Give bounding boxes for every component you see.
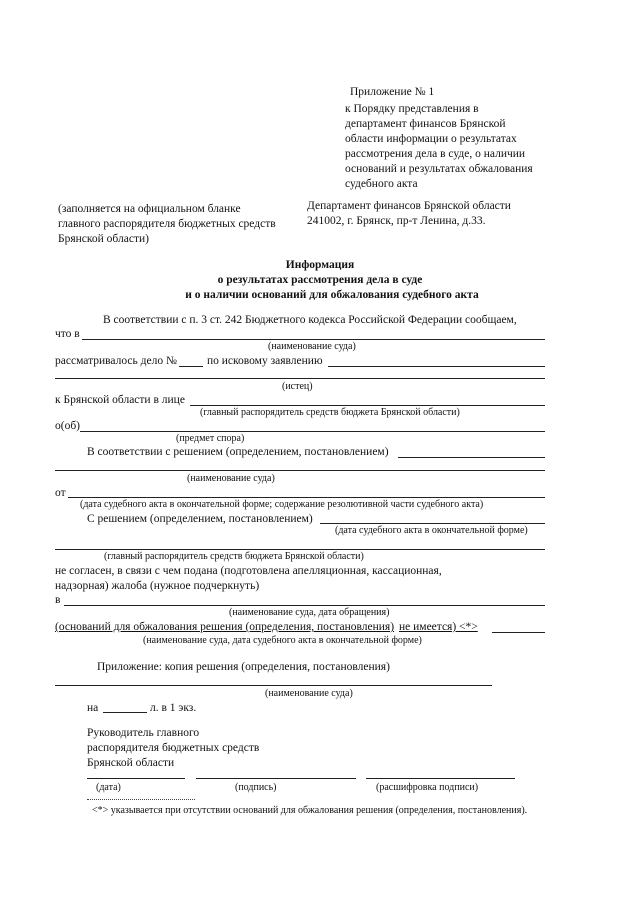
label-claim: по исковому заявлению xyxy=(207,355,323,367)
label-na: на xyxy=(87,702,99,714)
no-grounds-field[interactable] xyxy=(492,632,545,633)
disagree-text: не согласен, в связи с чем подана (подготовлена апелляционная, кассационная, xyxy=(55,565,442,577)
hint-name: (расшифровка подписи) xyxy=(376,782,479,793)
hint-act-date-2: (дата судебного акта в окончательной форме) xyxy=(335,525,528,536)
appendix-line: к Порядку представления в xyxy=(345,103,479,115)
head-line: Руководитель главного xyxy=(87,727,200,739)
note-line: главного распорядителя бюджетных средств xyxy=(58,218,276,230)
label-chto-v: что в xyxy=(55,328,80,340)
hint-signature: (подпись) xyxy=(235,782,277,793)
addressee-address: 241002, г. Брянск, пр-т Ленина, д.33. xyxy=(307,215,486,227)
signature-name-field[interactable] xyxy=(366,778,515,779)
subject-field[interactable] xyxy=(80,431,545,432)
label-v: в xyxy=(55,594,61,606)
title-line: и о наличии оснований для обжалования судебного акта xyxy=(185,289,479,301)
no-grounds-tail: не имеется) <*> xyxy=(399,621,478,633)
hint-court-name-2: (наименование суда) xyxy=(187,473,275,484)
disagree-text: надзорная) жалоба (нужное подчеркнуть) xyxy=(55,580,260,592)
decision-field[interactable] xyxy=(398,457,545,458)
with-decision-text: С решением (определением, постановлением) xyxy=(87,513,313,525)
claim-field[interactable] xyxy=(328,366,545,367)
sign-date-field[interactable] xyxy=(87,778,185,779)
label-case: рассматривалось дело № xyxy=(55,355,177,367)
hint-court-name-3: (наименование суда) xyxy=(265,688,353,699)
hint-date: (дата) xyxy=(96,782,121,793)
decision-text: В соответствии с решением (определением, постановлением) xyxy=(87,446,389,458)
hint-court-name: (наименование суда) xyxy=(268,341,356,352)
label-defendant: к Брянской области в лице xyxy=(55,394,185,406)
appendix-line: судебного акта xyxy=(345,178,418,190)
hint-court-date: (наименование суда, дата обращения) xyxy=(229,607,390,618)
head-line: распорядителя бюджетных средств xyxy=(87,742,260,754)
case-number-field[interactable] xyxy=(179,366,203,367)
title-line: о результатах рассмотрения дела в суде xyxy=(217,274,423,286)
attachment-text: Приложение: копия решения (определения, постановления) xyxy=(97,661,390,673)
hint-distributor: (главный распорядитель средств бюджета Брянской области) xyxy=(200,407,460,418)
label-ot: от xyxy=(55,487,66,499)
appendix-line: рассмотрения дела в суде, о наличии xyxy=(345,148,526,160)
label-subject: о(об) xyxy=(55,420,81,432)
label-sheets: л. в 1 экз. xyxy=(150,702,197,714)
appendix-line: оснований и результатах обжалования xyxy=(345,163,533,175)
note-line: Брянской области) xyxy=(58,233,149,245)
hint-distributor-2: (главный распорядитель средств бюджета Брянской области) xyxy=(104,551,364,562)
head-line: Брянской области xyxy=(87,757,175,769)
footnote-text: <*> указывается при отсутствии оснований для обжалования решения (определения, постановления). xyxy=(92,805,528,816)
court-name-field-2[interactable] xyxy=(55,470,545,471)
appendix-line: области информации о результатах xyxy=(345,133,517,145)
addressee-name: Департамент финансов Брянской области xyxy=(307,200,511,212)
sheets-count-field[interactable] xyxy=(103,712,147,713)
intro-text: В соответствии с п. 3 ст. 242 Бюджетного кодекса Российской Федерации сообщаем, xyxy=(103,314,517,326)
hint-court-act: (наименование суда, дата судебного акта в окончательной форме) xyxy=(143,635,422,646)
title-line: Информация xyxy=(285,259,355,271)
appendix-line: Приложение № 1 xyxy=(350,86,435,98)
appendix-line: департамент финансов Брянской xyxy=(345,118,506,130)
attachment-court-field[interactable] xyxy=(55,685,492,686)
signature-field[interactable] xyxy=(196,778,356,779)
plaintiff-field[interactable] xyxy=(55,378,545,379)
no-grounds-text: (оснований для обжалования решения (определения, постановления) xyxy=(55,621,395,633)
hint-subject: (предмет спора) xyxy=(176,433,245,444)
footnote-separator xyxy=(87,799,195,800)
hint-act-date: (дата судебного акта в окончательной форме; содержание резолютивной части судебного акта) xyxy=(80,499,484,510)
hint-plaintiff: (истец) xyxy=(282,381,313,392)
note-line: (заполняется на официальном бланке xyxy=(58,203,241,215)
